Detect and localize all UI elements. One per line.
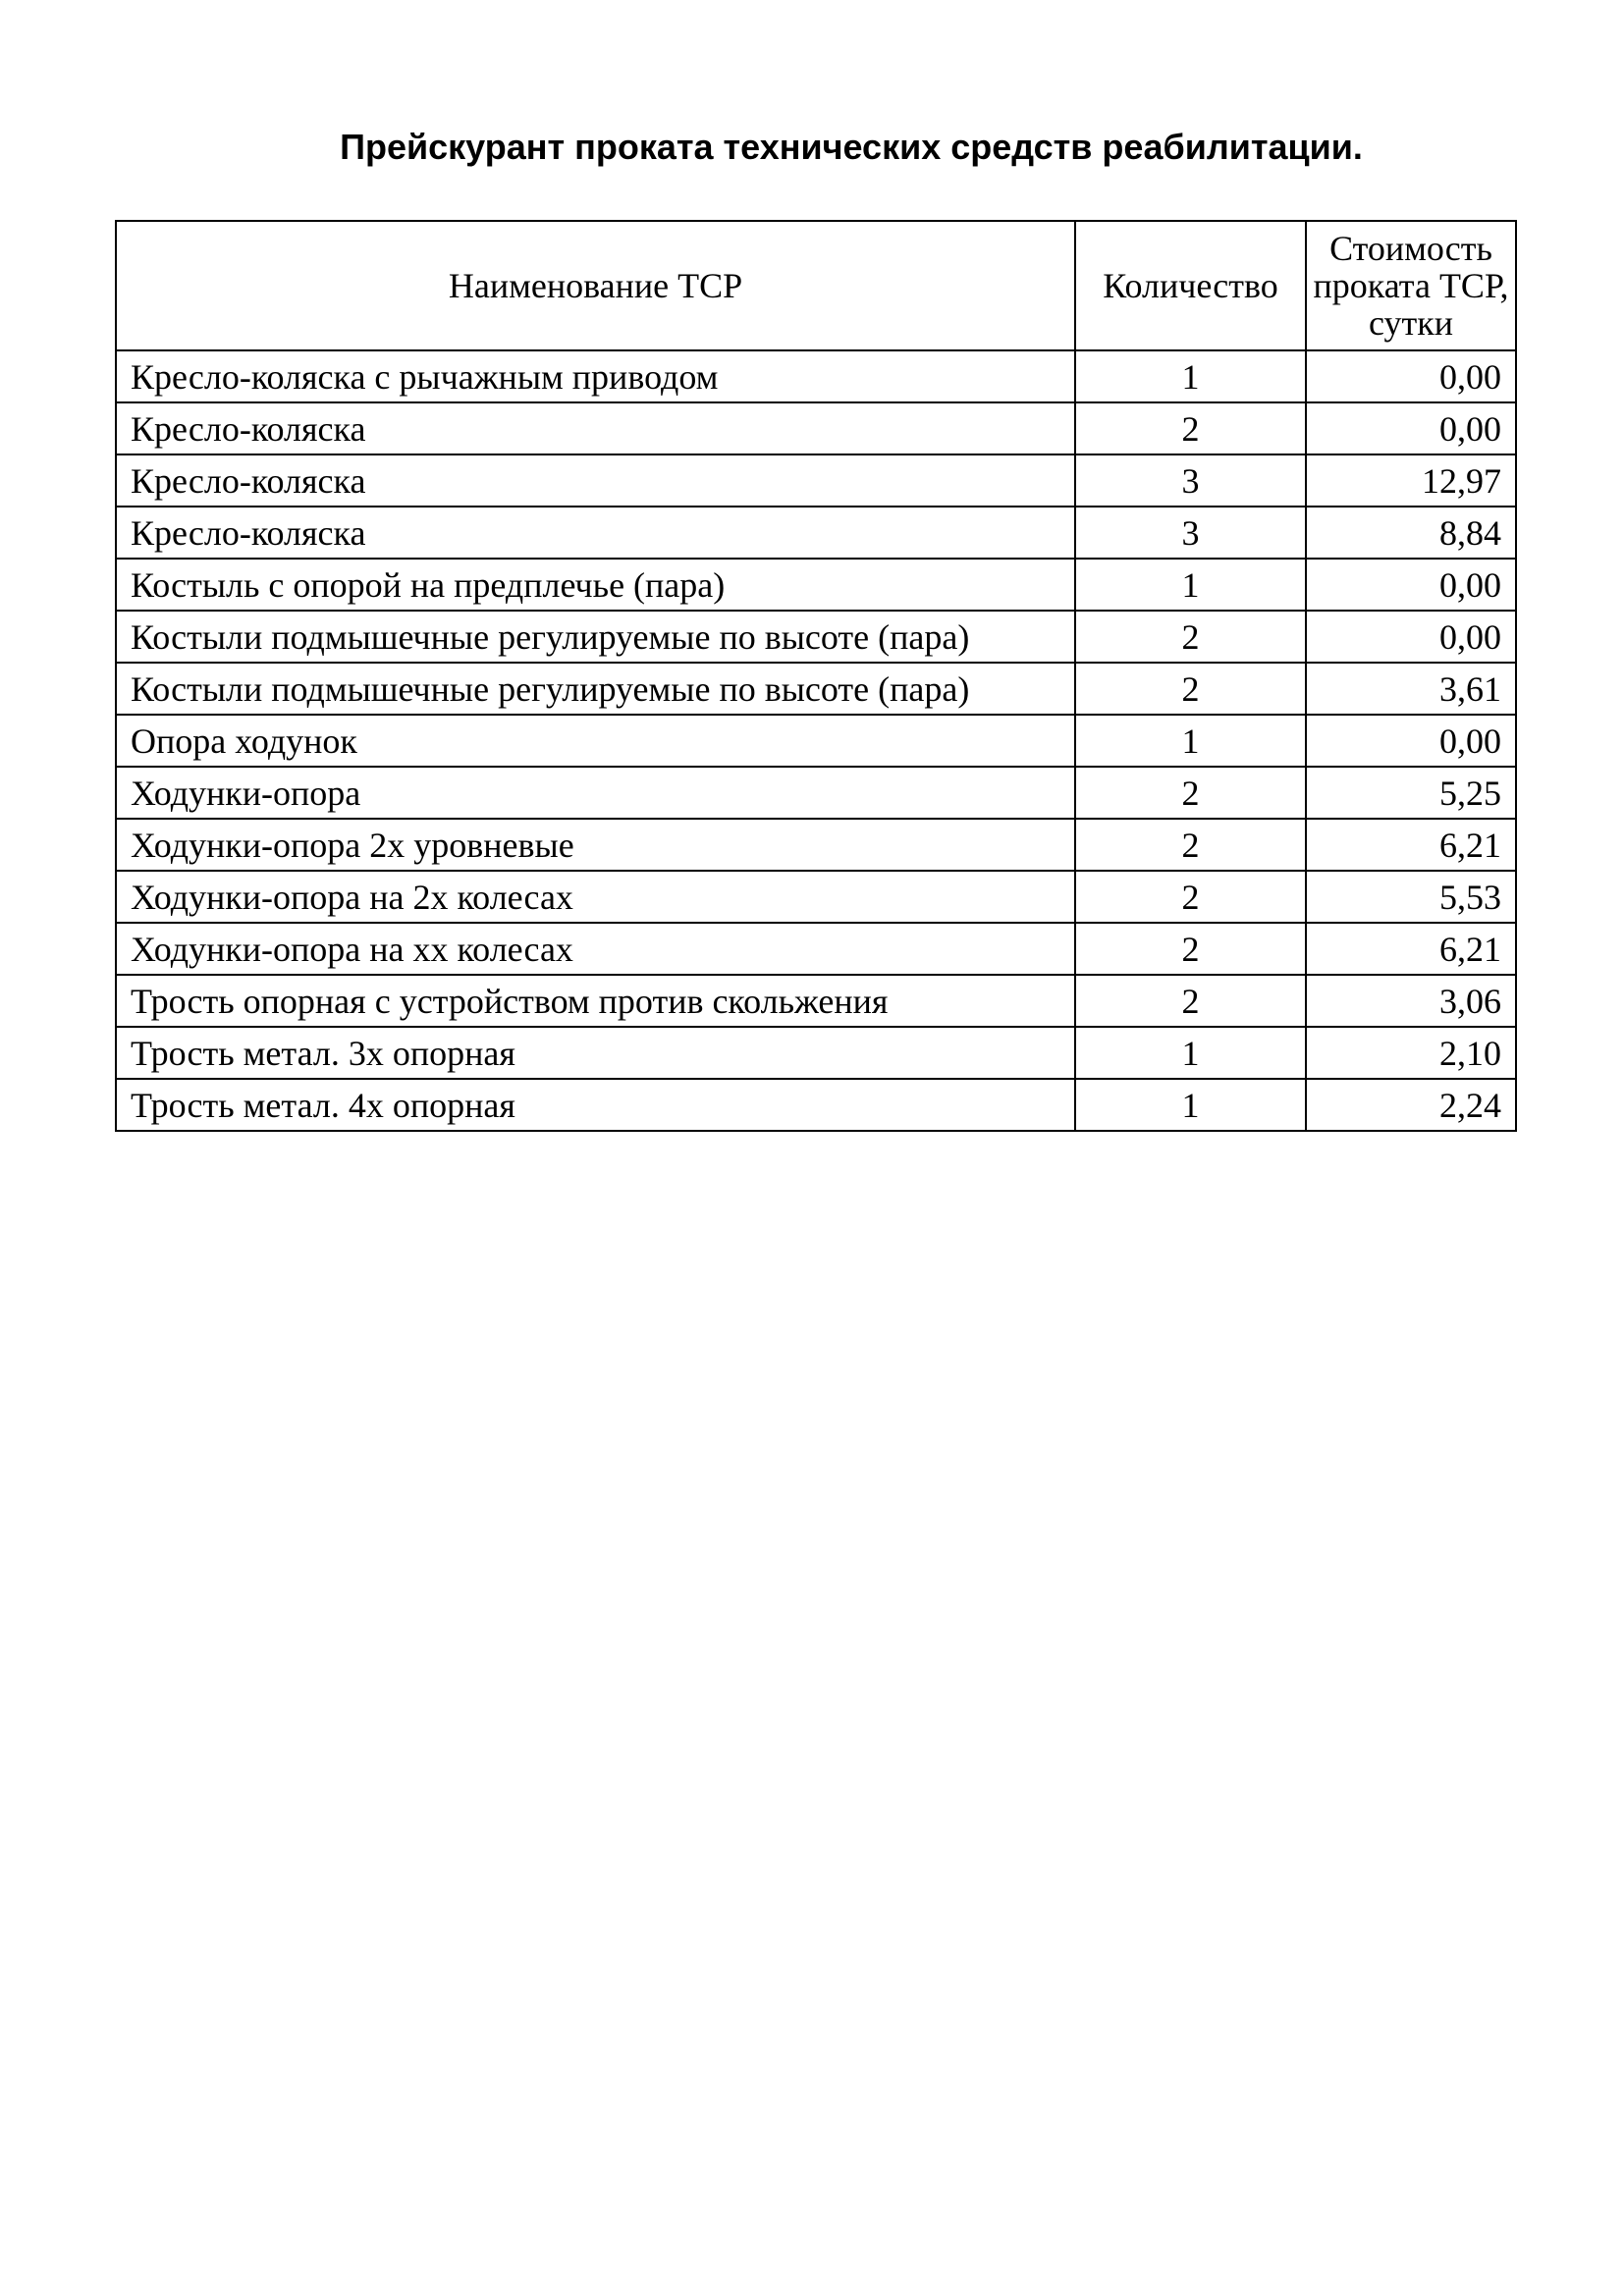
item-quantity: 3	[1075, 507, 1306, 559]
item-name: Ходунки-опора на хх колесах	[116, 923, 1075, 975]
header-name: Наименование ТСР	[116, 221, 1075, 350]
table-row	[116, 454, 1516, 507]
table-row	[116, 975, 1516, 1027]
header-row	[116, 221, 1516, 350]
page-title: Прейскурант проката технических средств реабилитации.	[340, 127, 1363, 167]
item-quantity: 3	[1075, 454, 1306, 507]
item-quantity: 1	[1075, 559, 1306, 611]
table-row	[116, 819, 1516, 871]
item-cost: 0,00	[1306, 611, 1516, 663]
table-row	[116, 767, 1516, 819]
header-cost: Стоимость проката ТСР, сутки	[1306, 221, 1516, 350]
item-quantity: 1	[1075, 715, 1306, 767]
price-table	[115, 220, 1517, 1132]
table-row	[116, 507, 1516, 559]
item-quantity: 1	[1075, 1027, 1306, 1079]
table-row	[116, 715, 1516, 767]
item-name: Костыль с опорой на предплечье (пара)	[116, 559, 1075, 611]
table-row	[116, 611, 1516, 663]
item-name: Ходунки-опора 2х уровневые	[116, 819, 1075, 871]
item-quantity: 1	[1075, 350, 1306, 402]
item-quantity: 2	[1075, 611, 1306, 663]
table-row	[116, 871, 1516, 923]
item-cost: 0,00	[1306, 402, 1516, 454]
item-name: Кресло-коляска	[116, 402, 1075, 454]
item-name: Трость метал. 4х опорная	[116, 1079, 1075, 1131]
item-name: Опора ходунок	[116, 715, 1075, 767]
table-row	[116, 663, 1516, 715]
table-row	[116, 559, 1516, 611]
item-cost: 5,53	[1306, 871, 1516, 923]
item-name: Ходунки-опора	[116, 767, 1075, 819]
item-quantity: 2	[1075, 402, 1306, 454]
item-quantity: 2	[1075, 975, 1306, 1027]
item-cost: 8,84	[1306, 507, 1516, 559]
item-name: Костыли подмышечные регулируемые по высоте (пара)	[116, 663, 1075, 715]
item-cost: 6,21	[1306, 923, 1516, 975]
item-cost: 3,61	[1306, 663, 1516, 715]
item-quantity: 1	[1075, 1079, 1306, 1131]
item-name: Кресло-коляска	[116, 507, 1075, 559]
table-row	[116, 350, 1516, 402]
item-quantity: 2	[1075, 923, 1306, 975]
item-name: Кресло-коляска	[116, 454, 1075, 507]
item-cost: 3,06	[1306, 975, 1516, 1027]
item-name: Трость метал. 3х опорная	[116, 1027, 1075, 1079]
item-quantity: 2	[1075, 819, 1306, 871]
item-quantity: 2	[1075, 663, 1306, 715]
header-quantity: Количество	[1075, 221, 1306, 350]
item-quantity: 2	[1075, 871, 1306, 923]
table-row	[116, 1027, 1516, 1079]
item-cost: 12,97	[1306, 454, 1516, 507]
item-name: Ходунки-опора на 2х колесах	[116, 871, 1075, 923]
table-row	[116, 402, 1516, 454]
item-cost: 2,10	[1306, 1027, 1516, 1079]
item-cost: 0,00	[1306, 350, 1516, 402]
table-body	[116, 350, 1516, 1131]
item-cost: 5,25	[1306, 767, 1516, 819]
table-row	[116, 923, 1516, 975]
item-cost: 6,21	[1306, 819, 1516, 871]
item-cost: 0,00	[1306, 715, 1516, 767]
item-name: Кресло-коляска с рычажным приводом	[116, 350, 1075, 402]
item-cost: 0,00	[1306, 559, 1516, 611]
item-name: Трость опорная с устройством против скольжения	[116, 975, 1075, 1027]
table-row	[116, 1079, 1516, 1131]
item-cost: 2,24	[1306, 1079, 1516, 1131]
item-name: Костыли подмышечные регулируемые по высоте (пара)	[116, 611, 1075, 663]
table-header	[116, 221, 1516, 350]
item-quantity: 2	[1075, 767, 1306, 819]
